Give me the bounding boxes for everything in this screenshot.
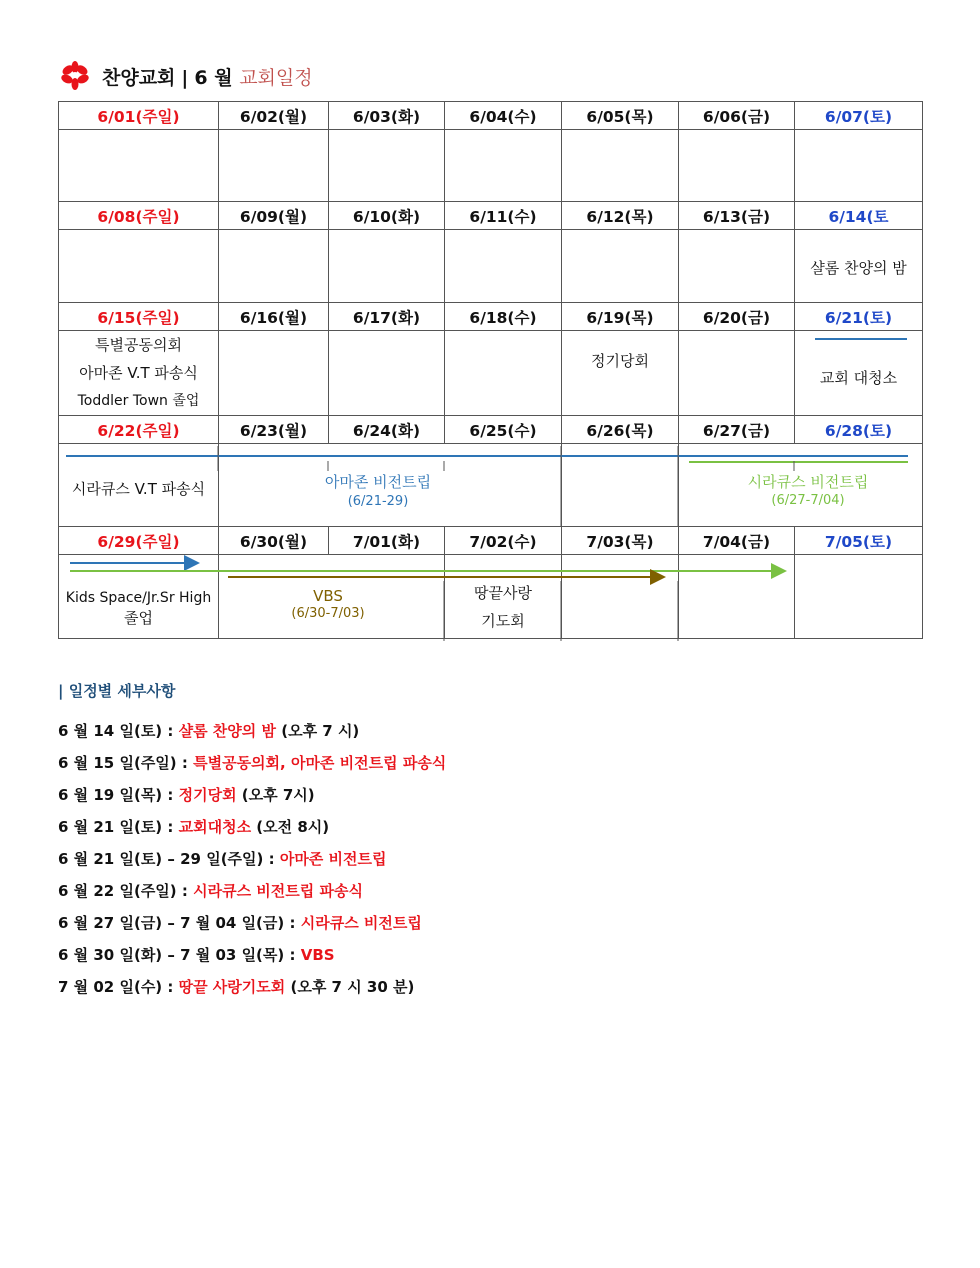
date-cell: 6/20(금): [679, 303, 795, 331]
page-title: 찬양교회 | 6 월 교회일정: [102, 66, 313, 89]
detail-row: 6 월 22 일(주일) : 시라큐스 비전트립 파송식: [58, 882, 363, 900]
detail-row: 6 월 19 일(목) : 정기당회 (오후 7시): [58, 786, 315, 804]
week-4-header: [59, 416, 923, 444]
date-cell: 6/21(토): [795, 303, 923, 331]
event-cell: [219, 130, 329, 202]
detail-row: 6 월 30 일(화) – 7 월 03 일(목) : VBS: [58, 946, 335, 964]
date-cell: 6/03(화): [329, 102, 445, 130]
event-kids-graduation-line1: Kids Space/Jr.Sr High: [65, 589, 212, 606]
event-cell: [562, 444, 679, 527]
date-cell: 6/17(화): [329, 303, 445, 331]
event-cell-sunday: [59, 331, 219, 416]
date-cell: 7/05(토): [795, 527, 923, 555]
week-3-header: [59, 303, 923, 331]
detail-row: 7 월 02 일(수) : 땅끝 사랑기도회 (오후 7 시 30 분): [58, 978, 415, 996]
event-cell: [445, 331, 562, 416]
details-heading: | 일정별 세부사항: [58, 682, 176, 700]
date-cell: 6/14(토: [795, 202, 923, 230]
event-cell: [679, 331, 795, 416]
event-cell: [59, 230, 219, 303]
date-cell: 6/09(월): [219, 202, 329, 230]
date-cell: 6/11(수): [445, 202, 562, 230]
date-cell: 6/16(월): [219, 303, 329, 331]
calendar-table: [58, 101, 922, 642]
event-cell: [562, 555, 679, 639]
detail-row: 6 월 14 일(토) : 샬롬 찬양의 밤 (오후 7 시): [58, 722, 360, 740]
event-cell: [679, 230, 795, 303]
date-cell: 6/18(수): [445, 303, 562, 331]
date-cell: 6/01(주일): [59, 102, 219, 130]
event-prayer-meeting: [445, 555, 562, 639]
date-cell: 6/23(월): [219, 416, 329, 444]
flower-logo-icon: [58, 61, 92, 91]
week-1-header: [59, 102, 923, 130]
date-cell: 6/25(수): [445, 416, 562, 444]
date-cell: 6/15(주일): [59, 303, 219, 331]
week-5-header: [59, 527, 923, 555]
event-session-meeting: 정기당회: [562, 331, 679, 416]
event-prayer-line2: 기도회: [481, 611, 525, 630]
event-kids-graduation-line2: 졸업: [124, 608, 153, 627]
date-cell: 7/04(금): [679, 527, 795, 555]
date-cell: 7/01(화): [329, 527, 445, 555]
date-cell: 6/29(주일): [59, 527, 219, 555]
page-header: [58, 60, 313, 92]
schedule-details: [58, 680, 446, 1003]
date-cell: 6/28(토): [795, 416, 923, 444]
event-cell: [445, 130, 562, 202]
event-cell: [562, 230, 679, 303]
event-cell: [562, 130, 679, 202]
date-cell: 6/22(주일): [59, 416, 219, 444]
event-cell: [329, 130, 445, 202]
event-cell: [329, 331, 445, 416]
date-cell: 6/10(화): [329, 202, 445, 230]
event-shalom-night: 샬롬 찬양의 밤: [795, 230, 923, 303]
date-cell: 6/07(토): [795, 102, 923, 130]
date-cell: 6/19(목): [562, 303, 679, 331]
event-amazon-sendoff: 아마존 V.T 파송식: [79, 364, 198, 382]
week-2-body: [59, 230, 923, 303]
date-cell: 7/03(목): [562, 527, 679, 555]
syracuse-trip-label: 시라큐스 비전트립 (6/27-7/04): [747, 473, 869, 508]
date-cell: 6/06(금): [679, 102, 795, 130]
date-cell: 6/30(월): [219, 527, 329, 555]
detail-row: 6 월 21 일(토) : 교회대청소 (오전 8시): [58, 818, 330, 836]
date-cell: 6/02(월): [219, 102, 329, 130]
event-cell: [329, 230, 445, 303]
event-toddler-graduation: Toddler Town 졸업: [77, 393, 200, 409]
detail-row: 6 월 27 일(금) – 7 월 04 일(금) : 시라큐스 비전트립: [58, 914, 422, 932]
event-cell: [219, 331, 329, 416]
detail-row: 6 월 15 일(주일) : 특별공동의회, 아마존 비전트립 파송식: [58, 754, 447, 772]
week-1-body: [59, 130, 923, 202]
event-cell: [219, 230, 329, 303]
event-special-meeting: 특별공동의회: [95, 336, 182, 354]
amazon-trip-label: 아마존 비전트립 (6/21-29): [324, 473, 432, 509]
event-cell: [679, 555, 795, 639]
date-cell: 7/02(수): [445, 527, 562, 555]
date-cell: 6/27(금): [679, 416, 795, 444]
week-2-header: [59, 202, 923, 230]
event-church-cleaning: 교회 대청소: [795, 331, 923, 416]
vbs-label: VBS (6/30-7/03): [291, 587, 365, 621]
event-prayer-line1: 땅끝사랑: [474, 583, 532, 602]
event-cell: [795, 130, 923, 202]
event-syracuse-sendoff: 시라큐스 V.T 파송식: [59, 444, 219, 527]
event-cell: [59, 130, 219, 202]
date-cell: 6/26(목): [562, 416, 679, 444]
date-cell: 6/24(화): [329, 416, 445, 444]
week-5-body: [59, 555, 923, 639]
date-cell: 6/13(금): [679, 202, 795, 230]
detail-row: 6 월 21 일(토) – 29 일(주일) : 아마존 비전트립: [58, 850, 387, 868]
week-3-body: [59, 331, 923, 416]
event-kids-graduation: [59, 555, 219, 639]
title-accent: 교회일정: [239, 66, 313, 89]
date-cell: 6/05(목): [562, 102, 679, 130]
event-cell: [445, 230, 562, 303]
date-cell: 6/04(수): [445, 102, 562, 130]
event-cell: [795, 555, 923, 639]
date-cell: 6/12(목): [562, 202, 679, 230]
event-cell: [679, 130, 795, 202]
date-cell: 6/08(주일): [59, 202, 219, 230]
